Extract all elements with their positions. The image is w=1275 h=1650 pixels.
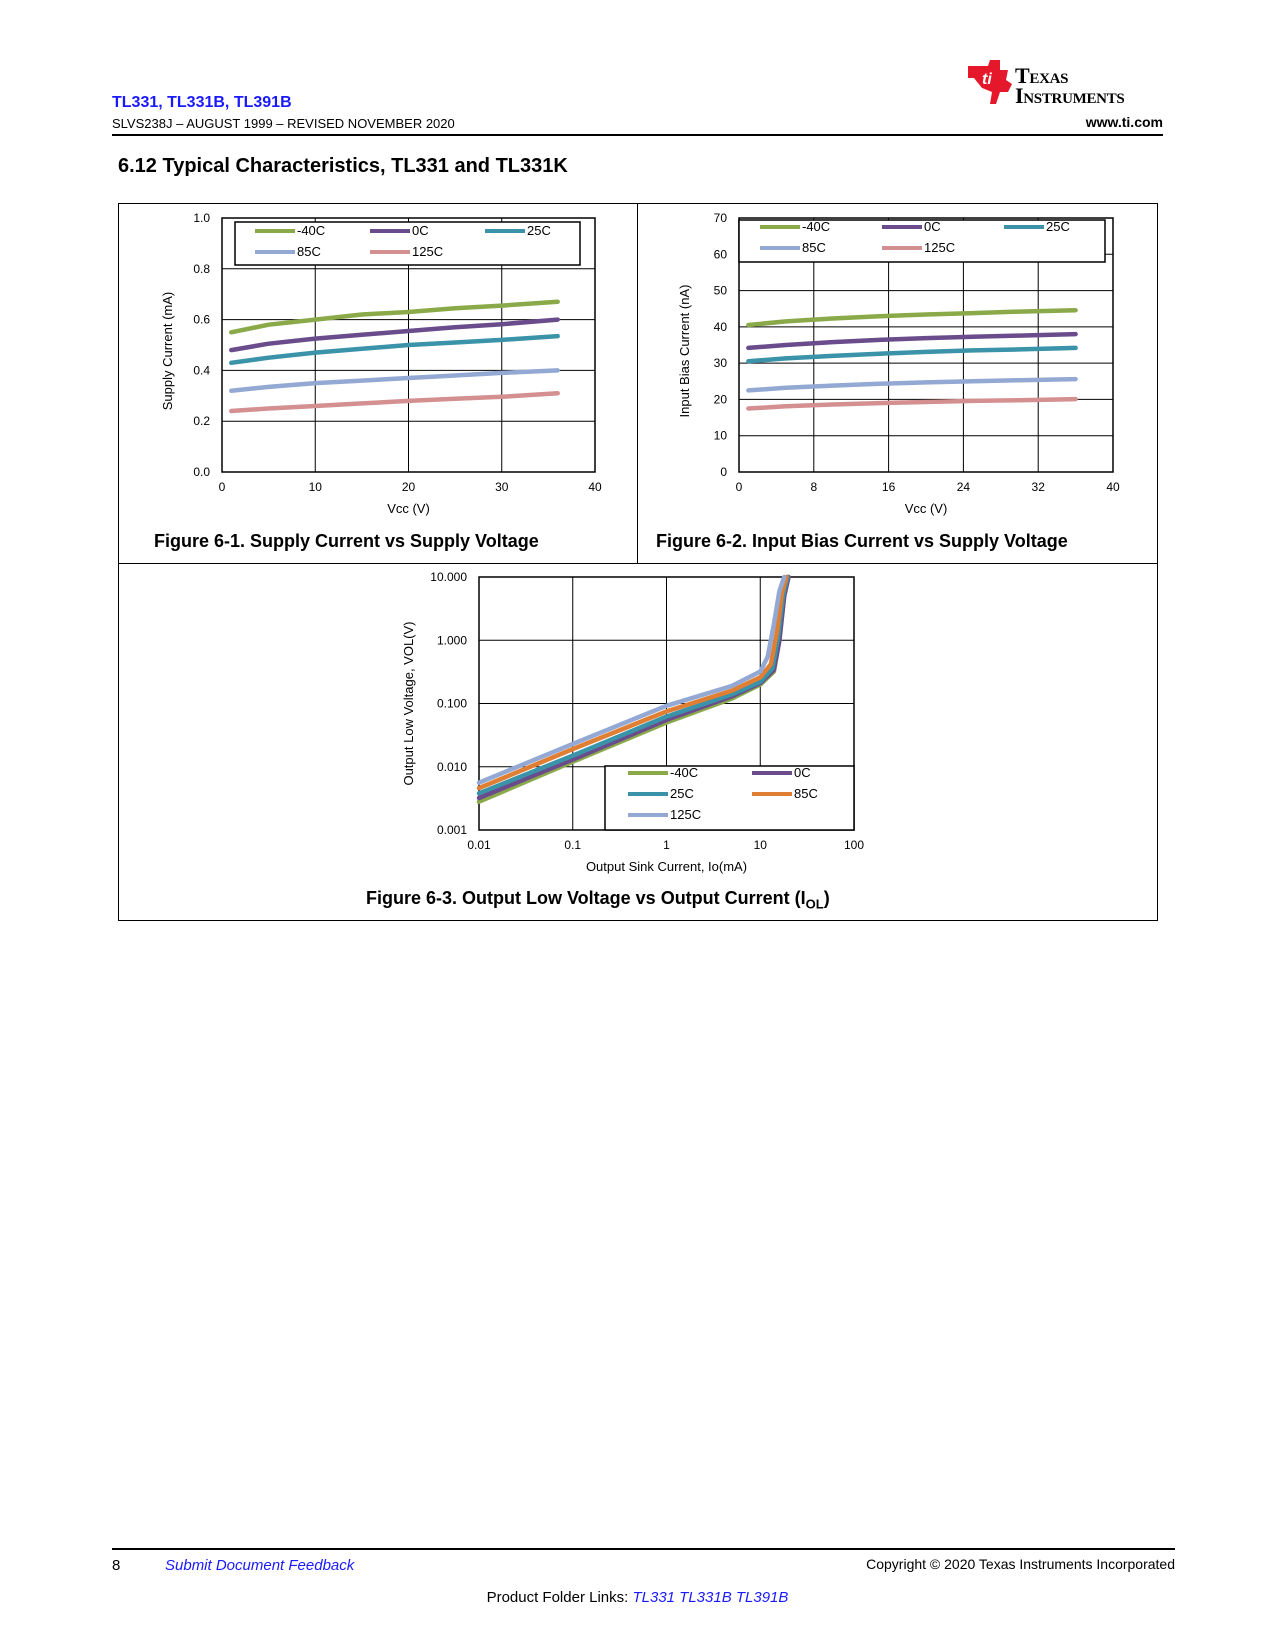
chart-2-x-label: Vcc (V) — [904, 501, 948, 516]
chart-3-legend-label-0: -40C — [670, 765, 699, 780]
chart-1-y-label: Supply Current (mA) — [160, 291, 175, 411]
chart-1-series-4 — [231, 393, 557, 411]
chart-1-y-tick-2: 0.4 — [193, 363, 210, 378]
chart-3-y-tick-2: 0.100 — [436, 696, 467, 711]
chart-2-x-tick-0: 0 — [735, 480, 743, 494]
chart-2-legend-label-2: 25C — [1046, 219, 1070, 234]
chart-3-y-tick-3: 1.000 — [436, 633, 467, 648]
chart-1-x-tick-2: 20 — [401, 480, 416, 494]
footer-rule — [112, 1548, 1175, 1550]
chart-3-y-label: Output Low Voltage, VOL(V) — [401, 621, 416, 786]
chart-2-series-1 — [748, 334, 1075, 348]
chart-3-legend-label-4: 125C — [670, 807, 702, 822]
chart-2-y-tick-6: 60 — [713, 247, 727, 262]
document-title[interactable]: TL331, TL331B, TL391B — [112, 94, 292, 111]
document-revision: SLVS238J – AUGUST 1999 – REVISED NOVEMBER 2020 — [112, 116, 455, 131]
chart-2-legend-label-0: -40C — [802, 219, 831, 234]
chart-2-y-tick-2: 20 — [713, 392, 727, 407]
chart-2-series-3 — [748, 379, 1075, 390]
chart-2-series-4 — [748, 399, 1075, 408]
chart-2-x-tick-4: 32 — [1031, 480, 1045, 494]
chart-2-y-tick-7: 70 — [713, 211, 727, 225]
figure-1-caption: Figure 6-1. Supply Current vs Supply Voltage — [154, 531, 539, 551]
chart-2-y-label: Input Bias Current (nA) — [677, 284, 692, 418]
chart-1-legend-label-2: 25C — [527, 223, 551, 238]
chart-3-x-tick-4: 100 — [843, 838, 865, 852]
chart-3-y-tick-4: 10.000 — [430, 570, 467, 584]
chart-1-series-2 — [231, 336, 557, 363]
chart-1-series-0 — [231, 302, 557, 333]
chart-2-series-0 — [748, 310, 1075, 325]
chart-3-x-tick-3: 10 — [753, 838, 767, 852]
chart-2-legend-label-3: 85C — [802, 240, 826, 255]
chart-2-series-2 — [748, 348, 1075, 361]
chart-2-y-tick-5: 50 — [713, 283, 727, 298]
chart-1-x-tick-4: 40 — [588, 480, 602, 494]
chart-1-x-tick-0: 0 — [218, 480, 226, 494]
chart-3-legend-label-3: 85C — [794, 786, 818, 801]
chart-2-y-tick-4: 40 — [713, 319, 727, 334]
chart-1-x-label: Vcc (V) — [387, 501, 430, 516]
chart-3-x-tick-1: 0.1 — [564, 838, 582, 852]
chart-2-x-tick-3: 24 — [956, 480, 971, 494]
chart-2-y-tick-0: 0 — [720, 465, 727, 479]
chart-2-y-tick-3: 30 — [713, 356, 727, 371]
chart-3-y-tick-1: 0.010 — [436, 759, 467, 774]
chart-3-legend-label-1: 0C — [794, 765, 811, 780]
chart-1-legend-label-0: -40C — [297, 223, 326, 238]
chart-2-x-tick-1: 8 — [810, 480, 818, 494]
chart-1-y-tick-5: 1.0 — [193, 211, 210, 225]
ti-wordmark-line1: Texas — [1015, 63, 1069, 88]
ti-wordmark-line2: Instruments — [1015, 83, 1125, 108]
chart-2-y-tick-1: 10 — [713, 428, 727, 443]
product-links-label: Product Folder Links: — [486, 1589, 633, 1606]
chart-1-y-tick-1: 0.2 — [193, 414, 210, 429]
product-links[interactable]: TL331 TL331B TL391B — [632, 1589, 789, 1606]
page-number: 8 — [112, 1557, 121, 1574]
chart-3-series-4 — [479, 577, 784, 783]
chart-1-x-tick-1: 10 — [308, 480, 322, 494]
chart-1-legend-label-3: 85C — [297, 244, 321, 259]
chart-3-x-tick-0: 0.01 — [467, 838, 491, 852]
chart-3-y-tick-0: 0.001 — [436, 823, 467, 837]
chart-1-legend-label-1: 0C — [412, 223, 429, 238]
chart-1-y-tick-0: 0.0 — [193, 465, 210, 479]
figure-2-caption: Figure 6-2. Input Bias Current vs Supply Voltage — [656, 531, 1068, 551]
website-link[interactable]: www.ti.com — [1085, 114, 1163, 130]
chart-1-legend-label-4: 125C — [412, 244, 444, 259]
chart-1-y-tick-4: 0.8 — [193, 261, 210, 276]
chart-2-x-tick-2: 16 — [881, 480, 896, 494]
product-folder-links — [0, 1589, 1275, 1606]
figure-3-caption-subscript: OL — [805, 896, 824, 912]
chart-1-x-tick-3: 30 — [495, 480, 509, 494]
chart-3-x-label: Output Sink Current, Io(mA) — [585, 859, 748, 874]
chart-3-x-tick-2: 1 — [663, 838, 670, 852]
section-title: 6.12 Typical Characteristics, TL331 and TL331K — [118, 155, 568, 177]
figure-3-caption-main: Figure 6-3. Output Low Voltage vs Output Current (I — [366, 888, 806, 908]
svg-text:ti: ti — [982, 71, 992, 88]
submit-feedback-link[interactable]: Submit Document Feedback — [165, 1557, 355, 1574]
figure-3-caption — [366, 888, 830, 912]
chart-1-series-3 — [231, 370, 557, 390]
figure-3-caption-end: ) — [823, 888, 830, 908]
chart-2-x-tick-5: 40 — [1106, 480, 1120, 494]
chart-2-legend-label-1: 0C — [924, 219, 941, 234]
chart-3-legend-label-2: 25C — [670, 786, 694, 801]
chart-2-legend-label-4: 125C — [924, 240, 956, 255]
copyright: Copyright © 2020 Texas Instruments Incorporated — [866, 1556, 1175, 1572]
chart-1-y-tick-3: 0.6 — [193, 312, 210, 327]
